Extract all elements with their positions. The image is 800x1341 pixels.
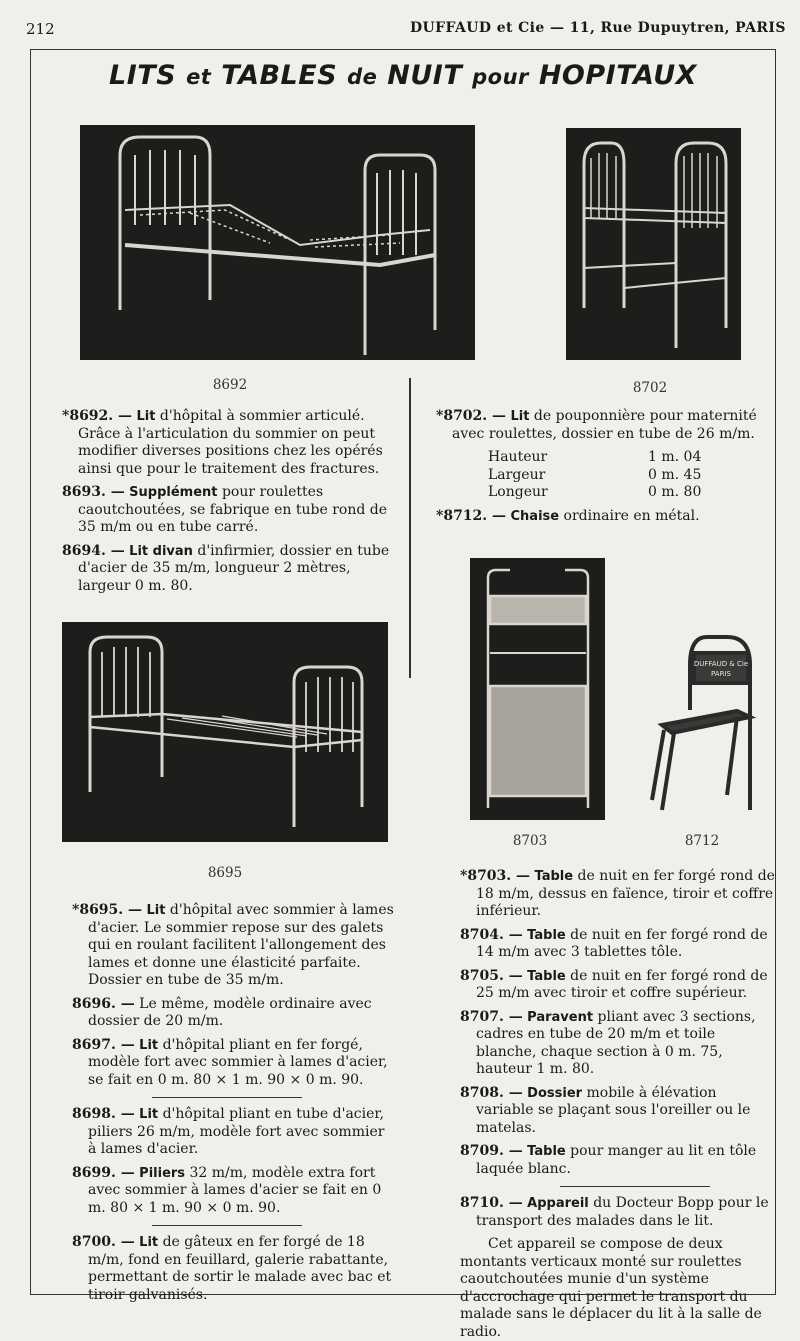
entry-text: d'hôpital pliant en tube d'acier, piliers 26 m/m, modèle fort avec sommier à lames d'acier. bbox=[88, 1106, 385, 1157]
catalog-entry bbox=[460, 968, 776, 1003]
column-divider bbox=[409, 378, 411, 678]
chair-plate-line1: DUFFAUD & Cie bbox=[693, 660, 749, 668]
title-word: NUIT bbox=[387, 60, 463, 91]
entry-keyword: Table bbox=[534, 869, 574, 884]
separator-line bbox=[152, 1097, 302, 1098]
dimension-row bbox=[488, 449, 720, 467]
entry-text: mobile à élévation variable se plaçant sous l'oreiller ou le matelas. bbox=[476, 1084, 751, 1136]
caption-8695: 8695 bbox=[207, 865, 243, 881]
entry-text: pour manger au lit en tôle laquée blanc. bbox=[476, 1143, 757, 1177]
entry-keyword: Lit bbox=[146, 903, 166, 918]
entry-number: *8702. — bbox=[436, 408, 507, 424]
catalog-entry bbox=[62, 484, 394, 537]
entry-number: 8694. — bbox=[62, 542, 125, 559]
night-table-8703-photo bbox=[470, 558, 605, 820]
entry-keyword: Lit bbox=[139, 1235, 159, 1250]
entry-text: ordinaire en métal. bbox=[559, 507, 700, 524]
catalog-entry bbox=[62, 543, 394, 596]
entries-left-top bbox=[62, 408, 394, 601]
title-word: TABLES bbox=[221, 60, 338, 91]
crib-8702-photo bbox=[566, 128, 741, 360]
entry-keyword: Supplément bbox=[129, 485, 218, 500]
title-word: et bbox=[186, 65, 212, 89]
separator-line bbox=[152, 1225, 302, 1226]
entries-left-bottom bbox=[72, 902, 396, 1310]
bed-8695-photo bbox=[62, 622, 388, 842]
entry-number: 8696. — bbox=[72, 995, 135, 1012]
catalog-entry bbox=[72, 902, 396, 990]
entry-number: 8707. — bbox=[460, 1008, 523, 1025]
title-word: pour bbox=[472, 65, 529, 89]
entry-text: pliant avec 3 sections, cadres en tube de 20 m/m et toile blanche, chaque section à 0 m. 75, hauteur 1 m. 80. bbox=[476, 1008, 756, 1077]
bed-8692-photo bbox=[80, 125, 475, 360]
entry-number: *8703. — bbox=[460, 868, 531, 884]
catalog-entry bbox=[460, 1009, 776, 1079]
dimension-label: Largeur bbox=[488, 466, 546, 483]
caption-8702: 8702 bbox=[632, 380, 668, 396]
entry-keyword: Dossier bbox=[527, 1085, 583, 1101]
catalog-entry bbox=[72, 996, 396, 1031]
entry-number: *8692. — bbox=[62, 408, 133, 424]
dimension-value: 1 m. 04 bbox=[648, 449, 702, 465]
entry-keyword: Chaise bbox=[510, 508, 560, 524]
entry-number: 8705. — bbox=[460, 967, 523, 984]
dimension-row bbox=[488, 484, 720, 502]
entry-text: d'hôpital pliant en fer forgé, modèle fort avec sommier à lames d'acier, se fait en 0 m. 80 × 1 m. 90 × 0 m. 90. bbox=[88, 1036, 388, 1088]
dimension-value: 0 m. 80 bbox=[648, 484, 702, 500]
entry-text: d'hôpital à sommier articulé. Grâce à l'articulation du sommier on peut modifier diverses positions chez les opérés ainsi que pour le traitement des fractures. bbox=[78, 408, 383, 477]
dimension-label: Longeur bbox=[488, 484, 548, 500]
catalog-entry bbox=[460, 927, 776, 962]
page-number: 212 bbox=[26, 20, 55, 38]
entry-text: d'hôpital avec sommier à lames d'acier. Le sommier repose sur des galets qui en roulant facilitent l'allongement des lames et donne une élasticité parfaite. Dossier en tube de 35 m/m. bbox=[88, 902, 394, 988]
catalog-entry bbox=[436, 508, 776, 526]
entries-right-bottom bbox=[460, 868, 776, 1341]
caption-8692: 8692 bbox=[212, 377, 248, 393]
entry-number: 8693. — bbox=[62, 484, 125, 500]
page-title bbox=[30, 60, 776, 91]
entry-text: 32 m/m, modèle extra fort avec sommier à lames d'acier se fait en 0 m. 80 × 1 m. 90 × 0 m. 90. bbox=[88, 1164, 382, 1216]
entry-number: 8699. — bbox=[72, 1164, 135, 1181]
dimension-value: 0 m. 45 bbox=[648, 466, 702, 483]
entry-keyword: Paravent bbox=[527, 1009, 594, 1025]
entry-text: d'infirmier, dossier en tube d'acier de 35 m/m, longueur 2 mètres, largeur 0 m. 80. bbox=[78, 542, 390, 594]
entry-number: 8697. — bbox=[72, 1036, 135, 1053]
entry-number: 8708. — bbox=[460, 1084, 523, 1101]
catalog-entry bbox=[460, 1143, 776, 1178]
title-word: HOPITAUX bbox=[538, 60, 697, 91]
running-header: DUFFAUD et Cie — 11, Rue Dupuytren, PARIS bbox=[410, 20, 786, 36]
entry-keyword: Lit bbox=[510, 409, 530, 424]
entry-number: 8704. — bbox=[460, 926, 523, 943]
catalog-entry bbox=[436, 408, 776, 443]
caption-8703: 8703 bbox=[512, 833, 548, 849]
catalog-entry bbox=[72, 1234, 396, 1304]
title-word: LITS bbox=[109, 60, 177, 91]
title-word: de bbox=[347, 65, 378, 89]
dimension-label: Hauteur bbox=[488, 449, 548, 465]
entry-text: de nuit en fer forgé rond de 14 m/m avec 3 tablettes tôle. bbox=[476, 926, 768, 960]
entry-keyword: Lit bbox=[139, 1037, 159, 1053]
catalog-entry bbox=[72, 1165, 396, 1218]
entry-text: de nuit en fer forgé rond de 18 m/m, dessus en faïence, tiroir et coffre inférieur. bbox=[476, 868, 775, 919]
entry-keyword: Lit divan bbox=[129, 543, 193, 559]
catalog-entry bbox=[460, 1085, 776, 1138]
entry-text: pour roulettes caoutchoutées, se fabrique en tube rond de 35 m/m ou en tube carré. bbox=[78, 484, 388, 535]
entry-number: 8698. — bbox=[72, 1106, 135, 1122]
appareil-description: Cet appareil se compose de deux montants verticaux monté sur roulettes caoutchoutées munie d'un système d'accrochage qui permet le transport du malade sans le déplacer du lit à la salle de radio. bbox=[460, 1236, 762, 1340]
catalog-entry bbox=[72, 1037, 396, 1090]
chair-plate-line2: PARIS bbox=[711, 670, 731, 678]
entry-keyword: Appareil bbox=[527, 1196, 589, 1211]
catalog-entry bbox=[460, 868, 776, 921]
entry-number: *8712. — bbox=[436, 507, 507, 524]
entry-number: *8695. — bbox=[72, 902, 143, 918]
dimension-row bbox=[488, 467, 720, 485]
caption-8712: 8712 bbox=[684, 833, 720, 849]
entry-text: de pouponnière pour maternité avec roulettes, dossier en tube de 26 m/m. bbox=[452, 408, 757, 442]
catalog-entry bbox=[72, 1106, 396, 1159]
entry-number: 8710. — bbox=[460, 1195, 523, 1211]
entry-text: de nuit en fer forgé rond de 25 m/m avec tiroir et coffre supérieur. bbox=[476, 967, 768, 1001]
entry-text: de gâteux en fer forgé de 18 m/m, fond en feuillard, galerie rabattante, permettant de sortir le malade avec bac et tiroir galvanisés. bbox=[88, 1234, 392, 1303]
entry-keyword: Table bbox=[527, 968, 566, 984]
entry-keyword: Lit bbox=[139, 1107, 159, 1122]
entry-number: 8700. — bbox=[72, 1234, 135, 1250]
entry-keyword: Piliers bbox=[139, 1165, 186, 1181]
entry-text: du Docteur Bopp pour le transport des malades dans le lit. bbox=[476, 1195, 769, 1229]
entry-keyword: Table bbox=[527, 927, 566, 943]
entries-right-top bbox=[436, 408, 776, 531]
catalog-entry bbox=[62, 408, 394, 478]
chair-8712-photo bbox=[632, 625, 772, 820]
entry-keyword: Lit bbox=[136, 409, 156, 424]
catalog-entry bbox=[460, 1195, 776, 1230]
entry-text: Le même, modèle ordinaire avec dossier de 20 m/m. bbox=[88, 995, 372, 1029]
entry-keyword: Table bbox=[527, 1144, 566, 1159]
separator-line bbox=[560, 1186, 710, 1187]
entry-number: 8709. — bbox=[460, 1143, 523, 1159]
dimensions-table bbox=[436, 449, 776, 502]
